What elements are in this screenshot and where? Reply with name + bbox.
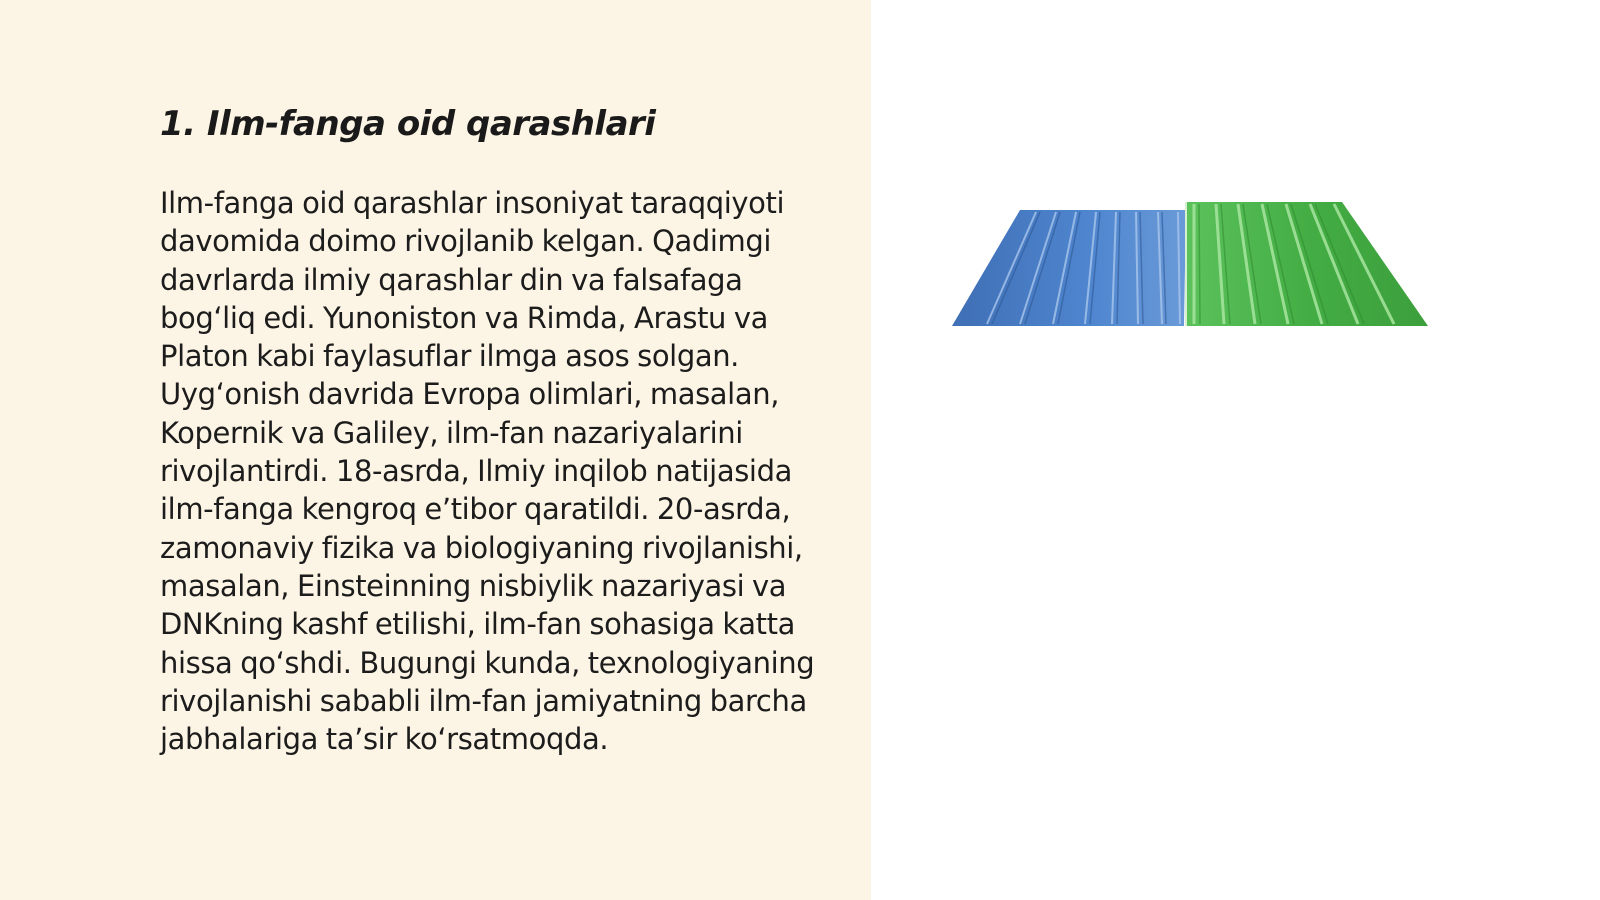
corrugated-roof-sheets-image xyxy=(950,202,1430,326)
slide-body-text: Ilm-fanga oid qarashlar insoniyat taraqqiyoti davomida doimo rivojlanib kelgan. Qadimgi davrlarda ilmiy qarashlar din va falsafaga bog‘liq edi. Yunoniston va Rimda, Arastu va Platon kabi faylasuflar ilmga asos solgan. Uyg‘onish davrida Evropa olimlari, masalan, Kopernik va Galiley, ilm-fan nazariyalarini rivojlantirdi. 18-asrda, Ilmiy inqilob natijasida ilm-fanga kengroq e’tibor qaratildi. 20-asrda, zamonaviy fizika va biologiyaning rivojlanishi, masalan, Einsteinning nisbiylik nazariyasi va DNKning kashf etilishi, ilm-fan sohasiga katta hissa qo‘shdi. Bugungi kunda, texnologiyaning rivojlanishi sababli ilm-fan jamiyatning barcha jabhalariga ta’sir ko‘rsatmoqda. xyxy=(160,186,815,757)
image-panel xyxy=(871,0,1600,900)
slide-title: 1. Ilm-fanga oid qarashlari xyxy=(160,104,656,144)
